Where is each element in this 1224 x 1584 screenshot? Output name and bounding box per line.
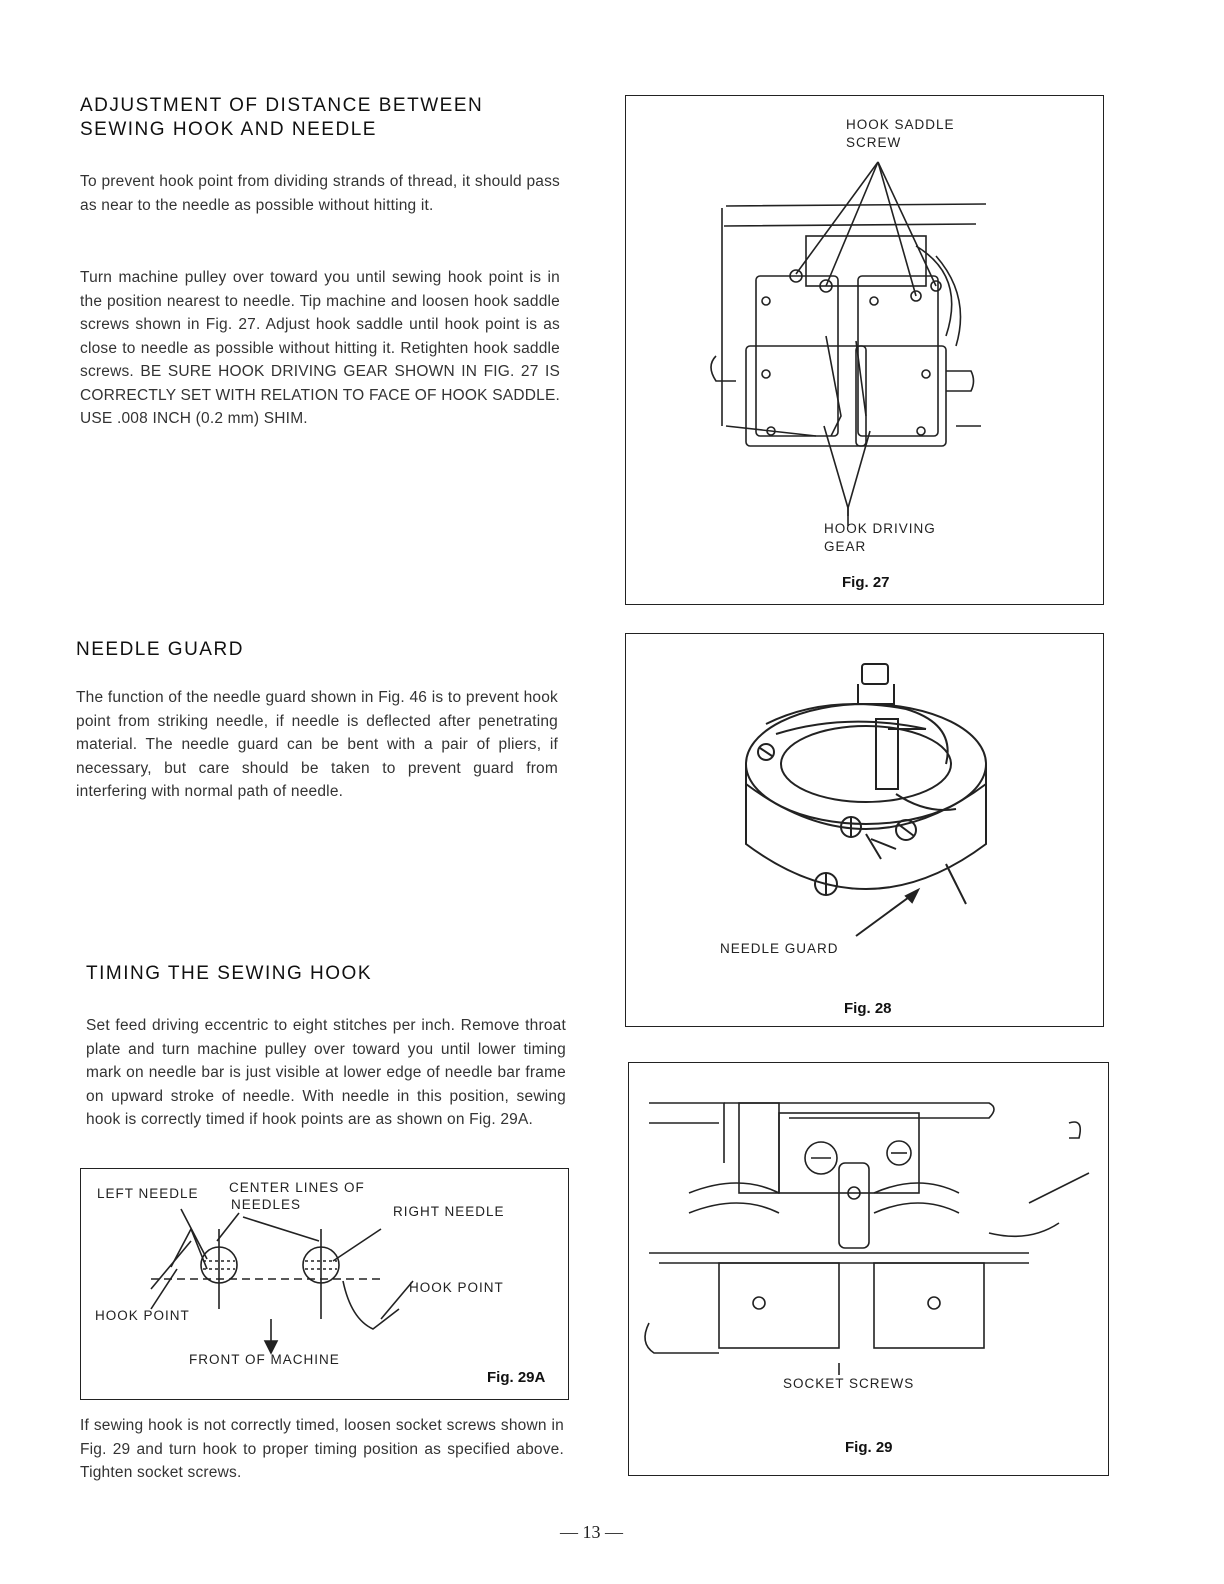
fig27-label-bottom-1: HOOK DRIVING xyxy=(824,521,936,536)
fig27-caption: Fig. 27 xyxy=(842,574,890,591)
fig27-label-hook-saddle xyxy=(846,116,955,152)
fig29a-label-front: FRONT OF MACHINE xyxy=(189,1352,340,1367)
adjustment-paragraph-2: Turn machine pulley over toward you until sewing hook point is in the position nearest to needle. Tip machine and loosen hook saddle screws shown in Fig. 27. Adjust hook saddle until hook point is as close to needle as possible without hitting it. Retighten hook saddle screws. BE SURE HOOK DRIVING GEAR SHOWN IN FIG. 27 IS CORRECTLY SET WITH RELATION TO FACE OF HOOK SADDLE. USE .008 INCH (0.2 mm) SHIM. xyxy=(80,269,560,427)
title-line-1: ADJUSTMENT OF DISTANCE BETWEEN xyxy=(80,95,484,116)
fig29-illustration xyxy=(629,1063,1108,1475)
fig28-caption: Fig. 28 xyxy=(844,1000,892,1017)
fig27-box xyxy=(625,95,1104,605)
page-number: — 13 — xyxy=(560,1522,623,1542)
fig29-label-socket-screws: SOCKET SCREWS xyxy=(783,1376,915,1391)
timing-title: TIMING THE SEWING HOOK xyxy=(86,963,372,984)
needle-guard-paragraph: The function of the needle guard shown in Fig. 46 is to prevent hook point from striking needle, if needle is deflected after penetrating material. The needle guard can be bent with a pair of pliers, if necessary, but care should be taken to prevent guard from interfering with normal path of needle. xyxy=(76,689,558,800)
fig29-box xyxy=(628,1062,1109,1476)
fig28-label-needle-guard: NEEDLE GUARD xyxy=(720,941,839,956)
fig27-label-bottom-2: GEAR xyxy=(824,539,867,554)
fig28-illustration xyxy=(626,634,1103,1026)
needle-guard-title: NEEDLE GUARD xyxy=(76,639,244,660)
fig29a-label-center-lines xyxy=(229,1179,365,1213)
fig29a-label-hook-point-left: HOOK POINT xyxy=(95,1308,190,1323)
fig29a-center-lines-2: NEEDLES xyxy=(231,1197,302,1212)
fig29a-label-left-needle: LEFT NEEDLE xyxy=(97,1186,199,1201)
fig29a-box xyxy=(80,1168,569,1400)
section-title xyxy=(80,94,580,142)
fig29a-center-lines-1: CENTER LINES OF xyxy=(229,1180,365,1195)
fig27-label-top-1: HOOK SADDLE xyxy=(846,117,955,132)
fig29a-label-right-needle: RIGHT NEEDLE xyxy=(393,1204,505,1219)
fig29a-caption: Fig. 29A xyxy=(487,1369,546,1386)
title-line-2: SEWING HOOK AND NEEDLE xyxy=(80,119,377,140)
fig29a-label-hook-point-right: HOOK POINT xyxy=(409,1280,504,1295)
fig27-label-hook-driving-gear xyxy=(824,520,936,556)
adjustment-paragraph-1: To prevent hook point from dividing strands of thread, it should pass as near to the needle as possible without hitting it. xyxy=(80,173,560,214)
section-adjustment xyxy=(80,94,580,142)
timing-paragraph-1: Set feed driving eccentric to eight stitches per inch. Remove throat plate and turn machine pulley over toward you until lower timing mark on needle bar is just visible at lower edge of needle bar frame on upward stroke of needle. With needle in this position, sewing hook is correctly timed if hook points are as shown on Fig. 29A. xyxy=(86,1017,566,1128)
fig27-label-top-2: SCREW xyxy=(846,135,902,150)
fig28-box xyxy=(625,633,1104,1027)
timing-paragraph-2: If sewing hook is not correctly timed, loosen socket screws shown in Fig. 29 and turn hook to proper timing position as specified above. Tighten socket screws. xyxy=(80,1417,564,1481)
fig29-caption: Fig. 29 xyxy=(845,1439,893,1456)
